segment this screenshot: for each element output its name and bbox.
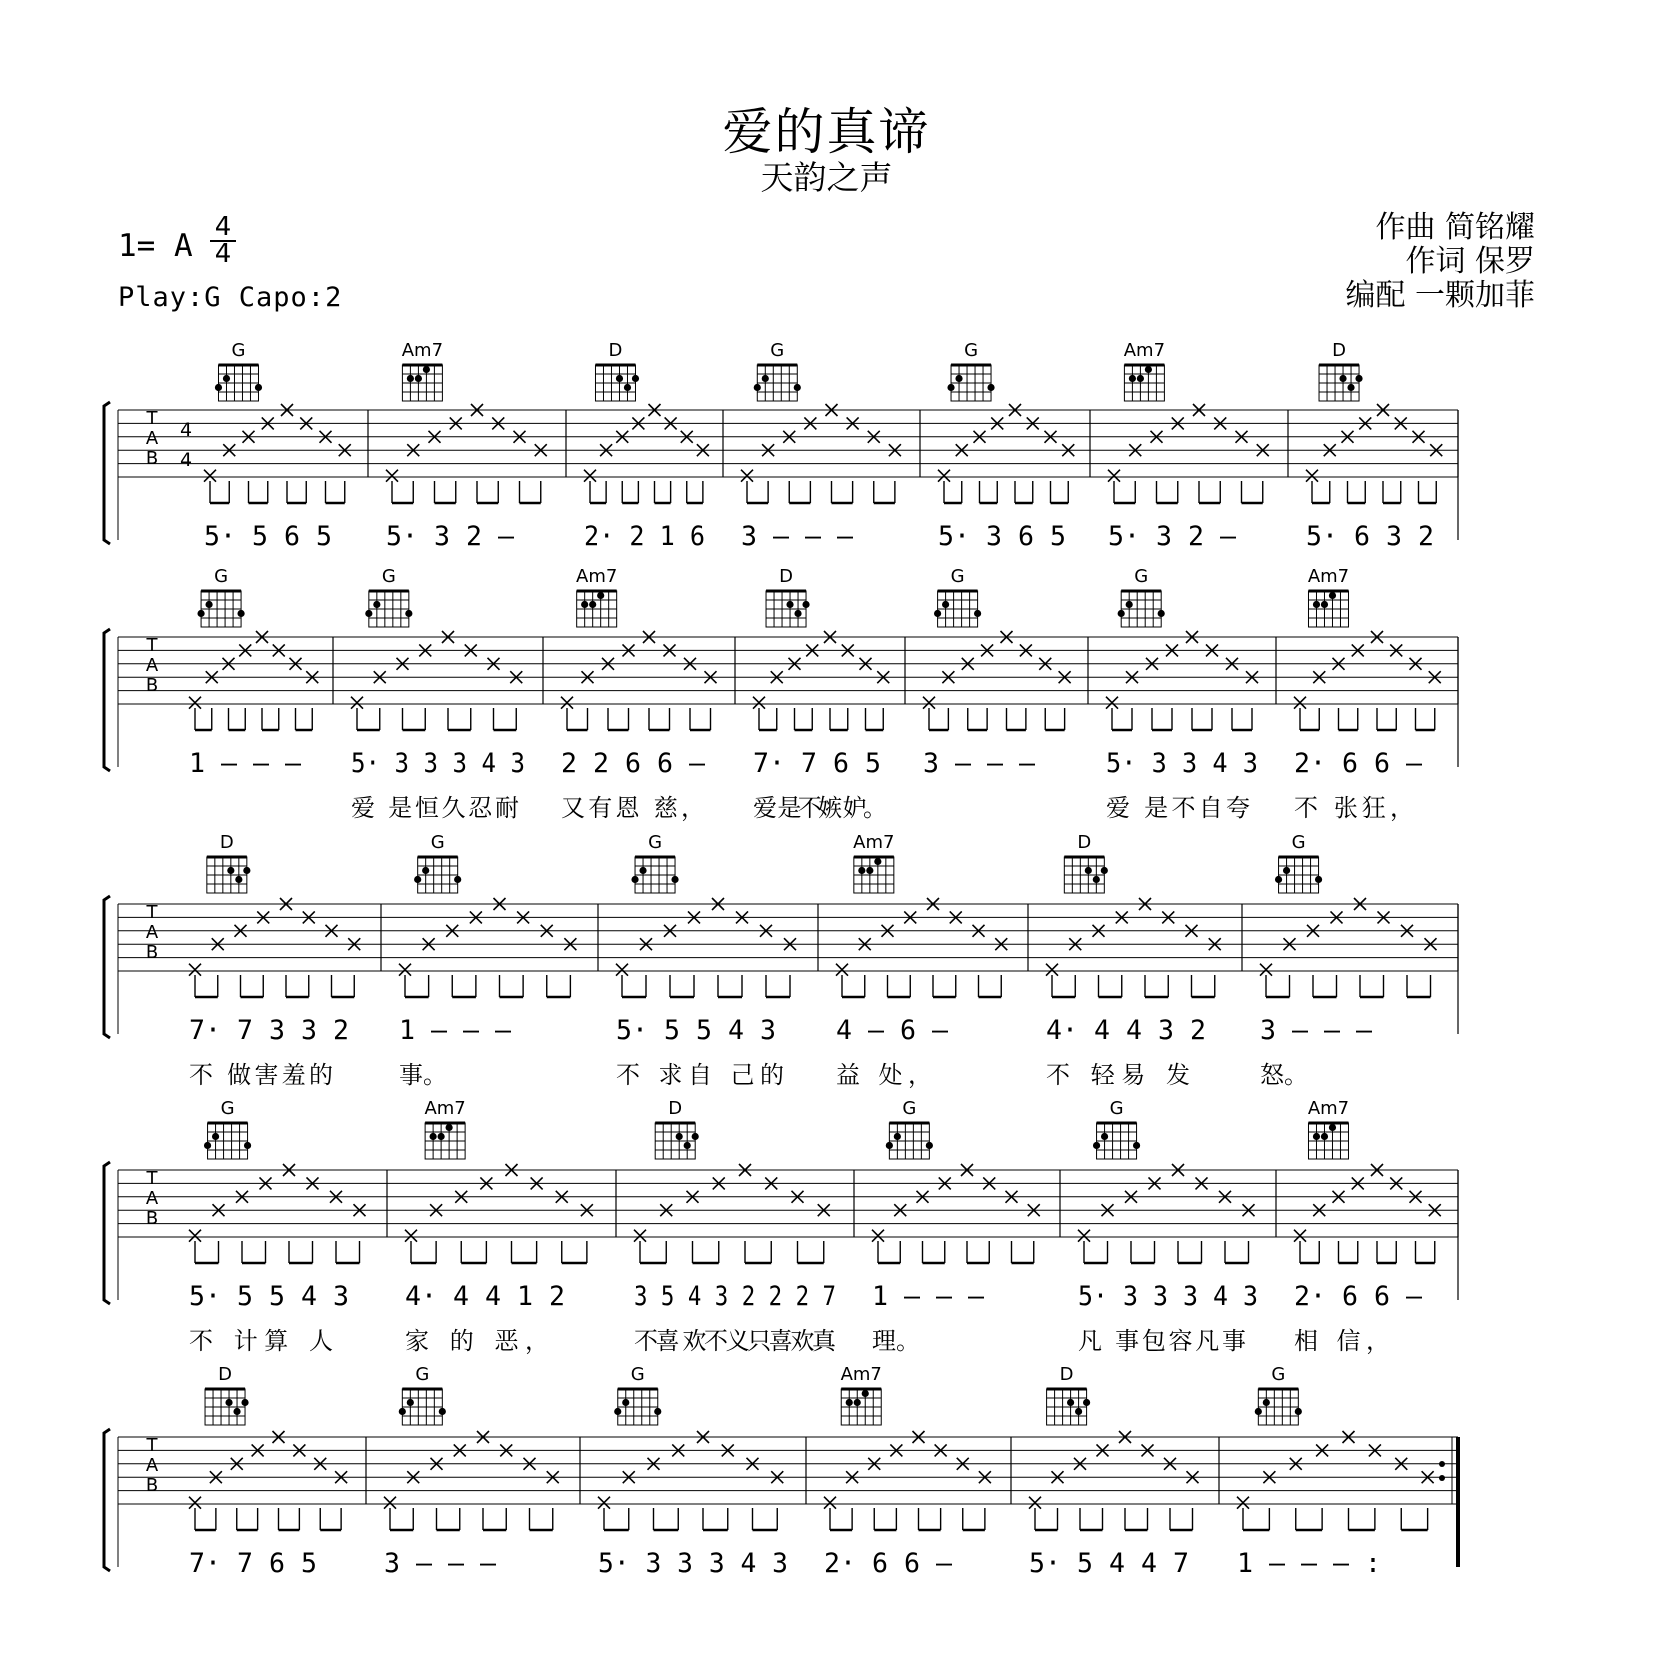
finger-dot <box>225 1399 232 1406</box>
finger-dot <box>942 601 949 608</box>
chord-diagram-2-0 <box>207 832 251 893</box>
tab-clef-letter: T <box>146 635 158 656</box>
finger-dot <box>1313 1133 1320 1140</box>
time-signature-top: 4 <box>214 212 232 242</box>
chord-name: G <box>1134 566 1149 587</box>
finger-dot <box>204 1142 211 1149</box>
chord-name: D <box>218 1364 232 1385</box>
finger-dot <box>854 1399 861 1406</box>
finger-dot <box>1313 601 1320 608</box>
chord-name: G <box>415 1364 430 1385</box>
tab-muted-note <box>384 1497 396 1509</box>
chord-diagram-0-3 <box>754 340 801 401</box>
chord-diagram-4-2 <box>614 1364 661 1425</box>
finger-dot <box>616 375 623 382</box>
chord-name: Am7 <box>576 566 618 587</box>
lyric-line: 爱 是恒久忍耐 <box>351 794 519 822</box>
tab-clef-letter: A <box>145 1188 159 1209</box>
finger-dot <box>197 610 204 617</box>
lyric-line: 益 处， <box>836 1061 932 1089</box>
jianpu-notation: 5· 5 4 4 7 <box>1029 1548 1189 1579</box>
tab-clef-letter: T <box>146 1168 158 1189</box>
chord-diagram-4-5 <box>1255 1364 1302 1425</box>
chord-diagram-3-3 <box>886 1098 933 1159</box>
finger-dot <box>632 375 639 382</box>
finger-dot <box>414 876 421 883</box>
chord-name: G <box>1271 1364 1286 1385</box>
finger-dot <box>1275 876 1282 883</box>
tab-muted-note <box>584 470 596 482</box>
tab-muted-note <box>1029 1497 1041 1509</box>
chord-name: Am7 <box>401 340 444 361</box>
jianpu-notation: 1 – – – <box>189 748 302 779</box>
key-signature: 1= A <box>118 228 193 264</box>
finger-dot <box>671 876 678 883</box>
finger-dot <box>676 1133 683 1140</box>
jianpu-notation: 4· 4 4 3 2 <box>1046 1015 1206 1046</box>
finger-dot <box>438 1133 445 1140</box>
chord-diagram-4-0 <box>205 1364 249 1425</box>
finger-dot <box>1093 876 1100 883</box>
chord-name: G <box>220 1098 235 1119</box>
tab-clef-letter: T <box>146 902 158 923</box>
tab-clef-letter: A <box>145 1455 159 1476</box>
tab-muted-note <box>189 964 201 976</box>
finger-dot <box>934 610 941 617</box>
chord-diagram-0-1 <box>402 340 443 401</box>
chord-name: G <box>950 566 965 587</box>
finger-dot <box>1118 610 1125 617</box>
chord-diagram-2-3 <box>853 832 894 893</box>
finger-dot <box>1101 1133 1108 1140</box>
finger-dot <box>614 1408 621 1415</box>
chord-diagram-4-3 <box>841 1364 882 1425</box>
chord-diagram-1-1 <box>365 566 412 627</box>
finger-dot <box>1133 1142 1140 1149</box>
lyric-line: 爱 是不自夸 <box>1106 794 1250 822</box>
jianpu-notation: 5· 5 6 5 <box>204 521 332 552</box>
chord-diagram-4-1 <box>399 1364 446 1425</box>
chord-name: G <box>902 1098 917 1119</box>
jianpu-notation: 5· 6 3 2 <box>1306 521 1434 552</box>
tab-clef-letter: B <box>145 448 159 469</box>
finger-dot <box>430 1133 437 1140</box>
tab-clef-letter: A <box>145 922 159 943</box>
lyric-line: 相 信， <box>1294 1327 1390 1355</box>
lyric-line: 不 求自 己的 <box>616 1061 784 1089</box>
finger-dot <box>1321 1133 1328 1140</box>
chord-name: G <box>648 832 663 853</box>
jianpu-notation: 5· 5 5 4 3 <box>616 1015 776 1046</box>
chord-diagram-3-5 <box>1308 1098 1349 1159</box>
chord-diagram-0-2 <box>595 340 639 401</box>
finger-dot <box>405 610 412 617</box>
repeat-dot <box>1439 1475 1445 1481</box>
jianpu-notation: 7· 7 6 5 <box>753 748 881 779</box>
finger-dot <box>1101 867 1108 874</box>
finger-dot <box>1339 375 1346 382</box>
finger-dot <box>866 867 873 874</box>
tab-clef-letter: T <box>146 408 158 429</box>
chord-diagram-1-2 <box>576 566 617 627</box>
finger-dot <box>439 1408 446 1415</box>
chord-name: G <box>1291 832 1306 853</box>
tab-muted-note <box>872 1230 884 1242</box>
tab-time-sig-top: 4 <box>179 419 193 441</box>
finger-dot <box>1137 375 1144 382</box>
time-signature-bottom: 4 <box>214 239 232 269</box>
finger-dot <box>446 1124 453 1131</box>
tab-muted-note <box>399 964 411 976</box>
jianpu-notation: 5· 3 2 – <box>1108 521 1237 552</box>
chord-diagram-0-0 <box>215 340 262 401</box>
tab-muted-note <box>753 697 765 709</box>
finger-dot <box>1295 1408 1302 1415</box>
finger-dot <box>1263 1399 1270 1406</box>
jianpu-notation: 1 – – – : <box>1237 1548 1381 1579</box>
chord-diagram-3-1 <box>424 1098 465 1159</box>
chord-name: D <box>1077 832 1092 853</box>
tab-muted-note <box>836 964 848 976</box>
lyric-line: 又有恩 慈， <box>561 794 705 822</box>
chord-name: D <box>779 566 793 587</box>
finger-dot <box>926 1142 933 1149</box>
tab-muted-note <box>1294 697 1306 709</box>
jianpu-notation: 7· 7 3 3 2 <box>189 1015 349 1046</box>
jianpu-notation: 3 5 4 3 2 2 2 7 <box>634 1281 836 1312</box>
finger-dot <box>415 375 422 382</box>
chord-name: D <box>668 1098 683 1119</box>
chord-diagram-1-4 <box>934 566 981 627</box>
tab-muted-note <box>189 697 201 709</box>
chord-name: G <box>381 566 396 587</box>
tab-muted-note <box>1237 1497 1249 1509</box>
finger-dot <box>233 1408 240 1415</box>
tab-muted-note <box>741 470 753 482</box>
repeat-dot <box>1439 1461 1445 1467</box>
chord-name: G <box>1109 1098 1124 1119</box>
jianpu-notation: 5· 3 2 – <box>386 521 515 552</box>
finger-dot <box>1083 1399 1090 1406</box>
jianpu-notation: 2· 6 6 – <box>1294 748 1423 779</box>
finger-dot <box>399 1408 406 1415</box>
chord-diagram-2-4 <box>1064 832 1108 893</box>
jianpu-notation: 7· 7 6 5 <box>189 1548 317 1579</box>
lyric-line: 不 轻易 发 <box>1046 1061 1190 1089</box>
finger-dot <box>205 601 212 608</box>
finger-dot <box>581 601 588 608</box>
finger-dot <box>1093 1142 1100 1149</box>
jianpu-notation: 3 – – – <box>384 1548 497 1579</box>
lyric-line: 爱 是不嫉 妒。 <box>753 794 887 822</box>
finger-dot <box>624 384 631 391</box>
lyric-line: 不 计算 人 <box>189 1327 333 1355</box>
finger-dot <box>215 384 222 391</box>
jianpu-notation: 5· 3 3 3 4 3 <box>598 1548 788 1579</box>
finger-dot <box>373 601 380 608</box>
chord-diagram-0-5 <box>1124 340 1165 401</box>
finger-dot <box>1145 366 1152 373</box>
finger-dot <box>1158 610 1165 617</box>
chord-name: D <box>1332 340 1346 361</box>
finger-dot <box>947 384 954 391</box>
finger-dot <box>654 1408 661 1415</box>
jianpu-notation: 5· 3 3 3 4 3 <box>1078 1281 1258 1312</box>
tab-muted-note <box>189 1497 201 1509</box>
jianpu-notation: 4· 4 4 1 2 <box>405 1281 565 1312</box>
finger-dot <box>1347 384 1354 391</box>
chord-name: Am7 <box>1307 566 1350 587</box>
chord-name: Am7 <box>1123 340 1166 361</box>
tab-clef-letter: T <box>146 1435 158 1456</box>
chord-name: D <box>608 340 623 361</box>
chord-diagram-3-2 <box>655 1098 699 1159</box>
finger-dot <box>1067 1399 1074 1406</box>
finger-dot <box>754 384 761 391</box>
finger-dot <box>622 1399 629 1406</box>
chord-diagram-0-4 <box>947 340 994 401</box>
finger-dot <box>802 601 809 608</box>
jianpu-notation: 5· 3 3 3 4 3 <box>351 748 525 779</box>
finger-dot <box>1129 375 1136 382</box>
jianpu-notation: 1 – – – <box>399 1015 512 1046</box>
tab-muted-note <box>1260 964 1272 976</box>
system-bracket <box>104 896 110 1038</box>
system-bracket <box>104 629 110 771</box>
system-bracket <box>104 1429 110 1571</box>
jianpu-notation: 5· 3 6 5 <box>938 521 1066 552</box>
tab-muted-note <box>204 470 216 482</box>
song-subtitle: 天韵之声 <box>760 158 893 197</box>
finger-dot <box>223 375 230 382</box>
song-title: 爱的真谛 <box>722 103 931 161</box>
chord-name: D <box>219 832 234 853</box>
finger-dot <box>423 366 430 373</box>
lyricist-credit: 作词 保罗 <box>1405 244 1535 279</box>
finger-dot <box>987 384 994 391</box>
composer-credit: 作曲 简铭耀 <box>1375 210 1535 245</box>
lyric-line: 事。 <box>399 1061 447 1089</box>
chord-diagram-1-6 <box>1308 566 1349 627</box>
chord-name: G <box>770 340 785 361</box>
lyric-line: 怒。 <box>1260 1061 1308 1089</box>
finger-dot <box>1329 1124 1336 1131</box>
chord-name: Am7 <box>840 1364 882 1385</box>
tab-time-sig-bottom: 4 <box>179 449 193 471</box>
tab-muted-note <box>386 470 398 482</box>
jianpu-notation: 2· 6 6 – <box>824 1548 953 1579</box>
chord-diagram-4-4 <box>1047 1364 1091 1425</box>
play-capo-info: Play:G Capo:2 <box>118 282 343 313</box>
chord-name: G <box>430 832 445 853</box>
finger-dot <box>1126 601 1133 608</box>
finger-dot <box>794 610 801 617</box>
chord-name: Am7 <box>853 832 895 853</box>
finger-dot <box>894 1133 901 1140</box>
finger-dot <box>1329 592 1336 599</box>
finger-dot <box>227 867 234 874</box>
lyric-line: 家 的 恶， <box>405 1327 549 1355</box>
jianpu-notation: 3 – – – <box>1260 1015 1373 1046</box>
finger-dot <box>1075 1408 1082 1415</box>
tab-muted-note <box>923 697 935 709</box>
jianpu-notation: 5· 5 5 4 3 <box>189 1281 349 1312</box>
lyric-line: 凡 事包容凡事 <box>1078 1327 1246 1355</box>
tab-clef-letter: B <box>145 942 159 963</box>
tab-clef-letter: A <box>145 428 159 449</box>
chord-name: D <box>1059 1364 1074 1385</box>
finger-dot <box>974 610 981 617</box>
chord-diagram-3-0 <box>204 1098 251 1159</box>
chord-name: G <box>964 340 979 361</box>
finger-dot <box>1315 876 1322 883</box>
finger-dot <box>244 1142 251 1149</box>
chord-diagram-0-6 <box>1319 340 1363 401</box>
finger-dot <box>794 384 801 391</box>
finger-dot <box>365 610 372 617</box>
finger-dot <box>1355 375 1362 382</box>
finger-dot <box>1255 1408 1262 1415</box>
finger-dot <box>631 876 638 883</box>
tab-muted-note <box>824 1497 836 1509</box>
chord-diagram-1-5 <box>1118 566 1165 627</box>
chord-name: G <box>630 1364 645 1385</box>
finger-dot <box>407 375 414 382</box>
jianpu-notation: 2 2 6 6 – <box>561 748 706 779</box>
finger-dot <box>874 858 881 865</box>
jianpu-notation: 1 – – – <box>872 1281 985 1312</box>
chord-name: G <box>214 566 229 587</box>
tab-muted-note <box>1046 964 1058 976</box>
system-bracket <box>104 402 110 544</box>
tab-muted-note <box>1078 1230 1090 1242</box>
tab-muted-note <box>189 1230 201 1242</box>
tab-muted-note <box>598 1497 610 1509</box>
tab-clef-letter: B <box>145 675 159 696</box>
chord-name: G <box>231 340 246 361</box>
jianpu-notation: 2· 6 6 – <box>1294 1281 1423 1312</box>
finger-dot <box>1283 867 1290 874</box>
chord-name: Am7 <box>424 1098 466 1119</box>
chord-diagram-2-5 <box>1275 832 1322 893</box>
chord-diagram-1-3 <box>766 566 810 627</box>
finger-dot <box>454 876 461 883</box>
finger-dot <box>243 867 250 874</box>
tab-muted-note <box>616 964 628 976</box>
finger-dot <box>1085 867 1092 874</box>
tab-muted-note <box>1108 470 1120 482</box>
finger-dot <box>858 867 865 874</box>
tab-muted-note <box>1294 1230 1306 1242</box>
finger-dot <box>886 1142 893 1149</box>
lyric-line: 理。 <box>872 1327 920 1355</box>
finger-dot <box>684 1142 691 1149</box>
finger-dot <box>255 384 262 391</box>
finger-dot <box>1321 601 1328 608</box>
lyric-line: 不 做害羞的 <box>189 1061 333 1089</box>
tab-clef-letter: B <box>145 1208 159 1229</box>
finger-dot <box>589 601 596 608</box>
chord-diagram-2-1 <box>414 832 461 893</box>
tab-clef-letter: B <box>145 1475 159 1496</box>
finger-dot <box>762 375 769 382</box>
jianpu-notation: 4 – 6 – <box>836 1015 949 1046</box>
finger-dot <box>235 876 242 883</box>
chord-diagram-3-4 <box>1093 1098 1140 1159</box>
chord-diagram-1-0 <box>197 566 244 627</box>
tab-muted-note <box>405 1230 417 1242</box>
jianpu-notation: 5· 3 3 4 3 <box>1106 748 1258 779</box>
finger-dot <box>846 1399 853 1406</box>
finger-dot <box>241 1399 248 1406</box>
finger-dot <box>955 375 962 382</box>
tab-muted-note <box>1106 697 1118 709</box>
finger-dot <box>237 610 244 617</box>
jianpu-notation: 2· 2 1 6 <box>584 521 705 552</box>
tab-muted-note <box>634 1230 646 1242</box>
tab-muted-note <box>351 697 363 709</box>
tab-muted-note <box>561 697 573 709</box>
finger-dot <box>786 601 793 608</box>
finger-dot <box>407 1399 414 1406</box>
finger-dot <box>862 1390 869 1397</box>
jianpu-notation: 3 – – – <box>741 521 854 552</box>
tab-clef-letter: A <box>145 655 159 676</box>
system-bracket <box>104 1162 110 1304</box>
tab-muted-note <box>1306 470 1318 482</box>
finger-dot <box>212 1133 219 1140</box>
chord-name: Am7 <box>1307 1098 1350 1119</box>
finger-dot <box>422 867 429 874</box>
jianpu-notation: 3 – – – <box>923 748 1036 779</box>
finger-dot <box>639 867 646 874</box>
lyric-line: 不喜 欢不义只喜欢真 <box>634 1327 836 1355</box>
chord-diagram-2-2 <box>631 832 678 893</box>
finger-dot <box>692 1133 699 1140</box>
finger-dot <box>597 592 604 599</box>
lyric-line: 不 张狂， <box>1294 794 1414 822</box>
tab-muted-note <box>938 470 950 482</box>
arranger-credit: 编配 一颗加菲 <box>1345 278 1535 313</box>
